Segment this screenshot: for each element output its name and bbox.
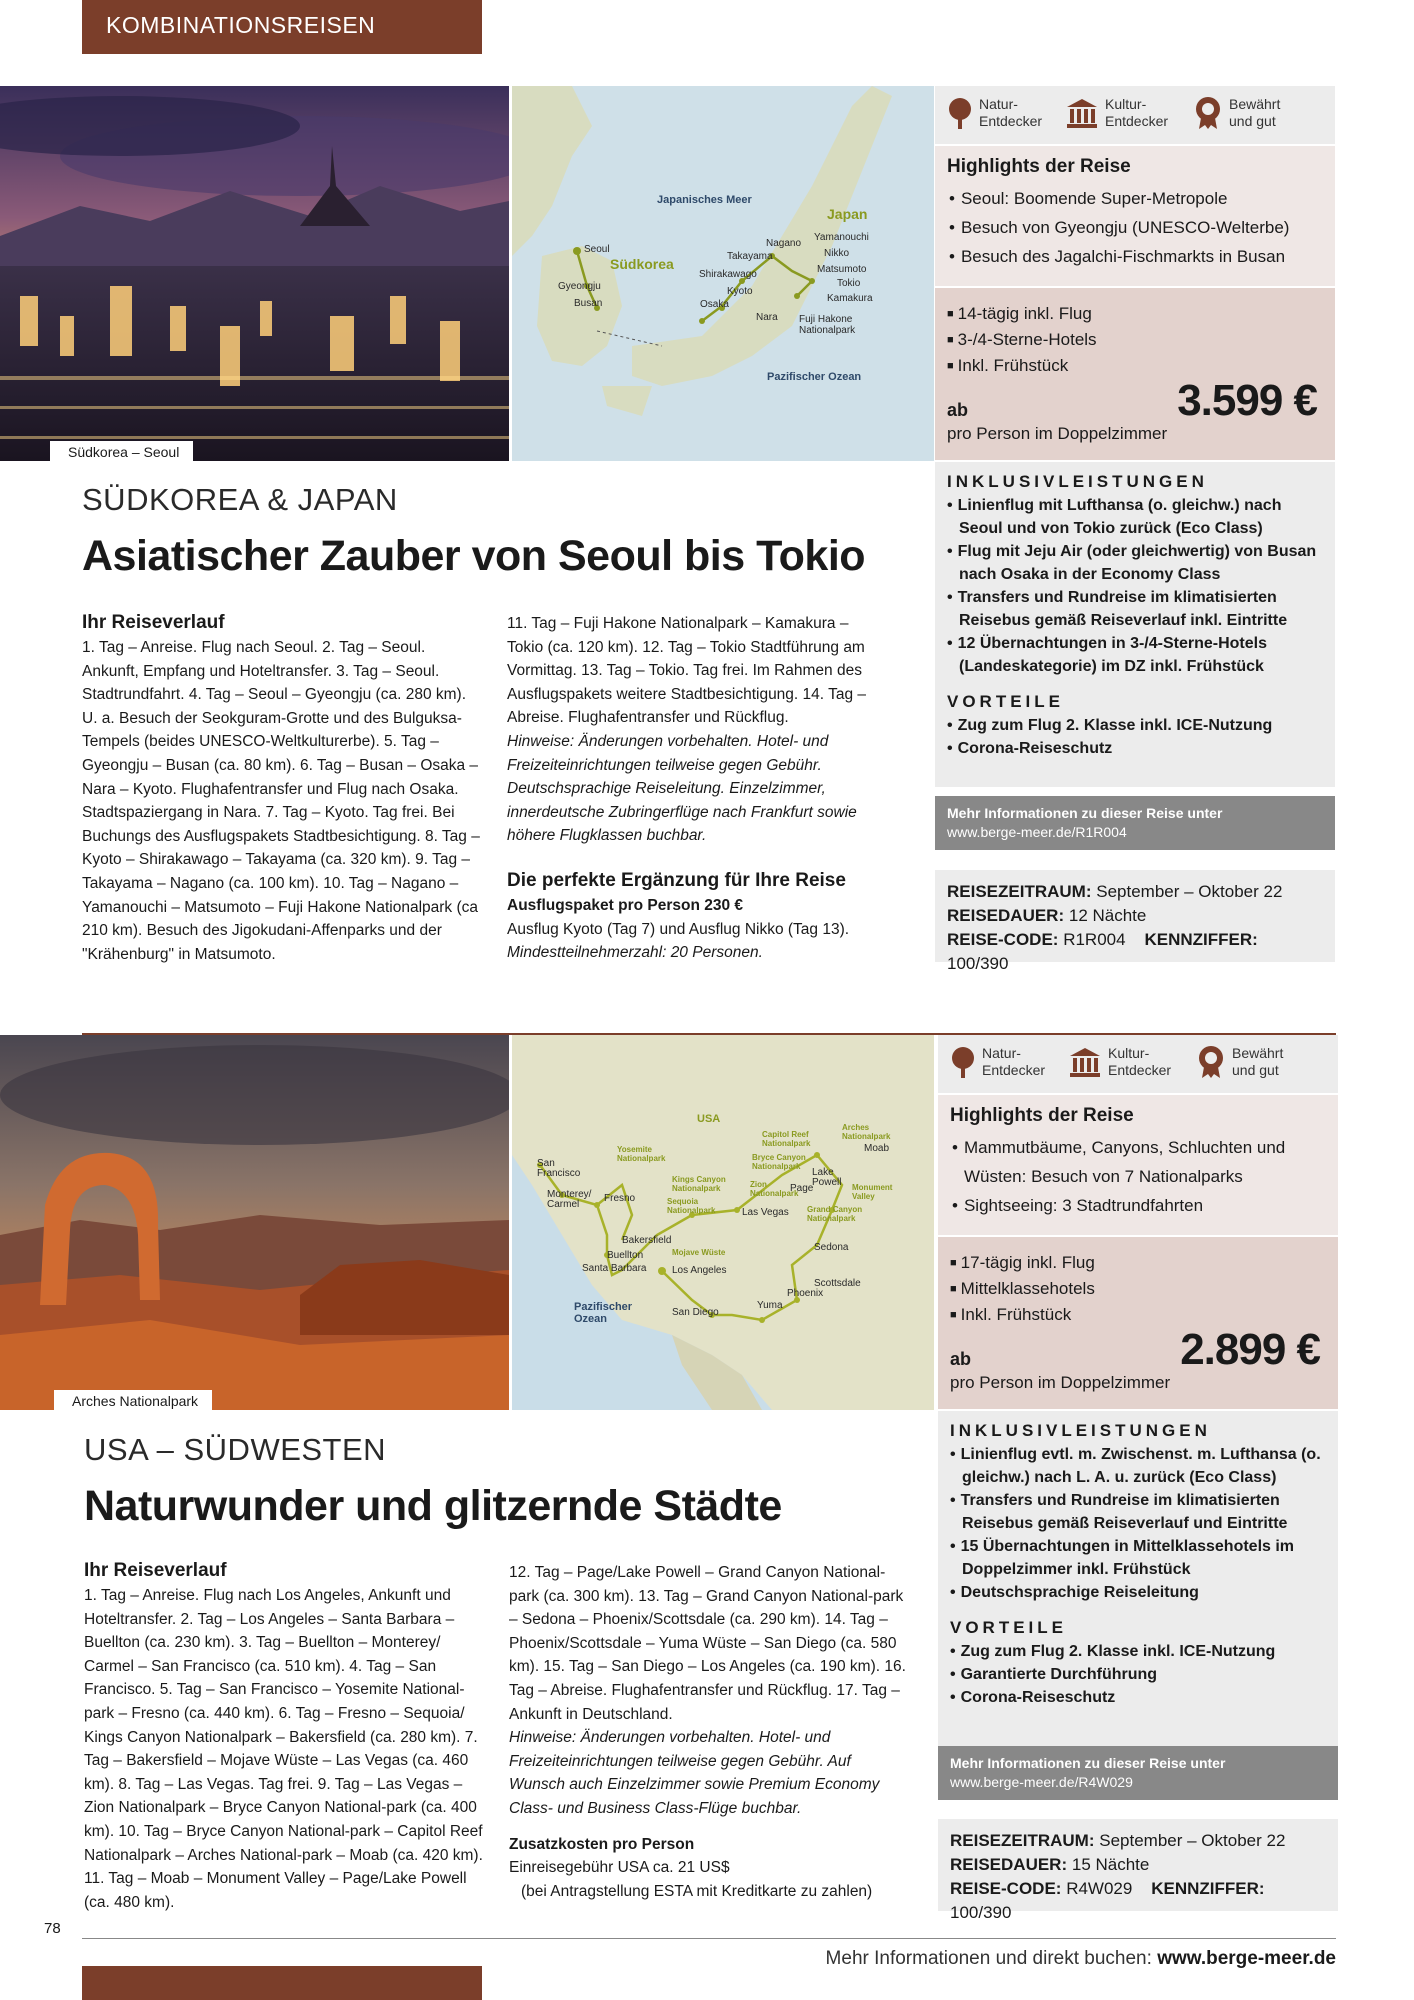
facts-kenn-label: KENNZIFFER: — [1144, 930, 1258, 949]
map-label-usa: USA — [697, 1113, 721, 1125]
footer-url[interactable]: www.berge-meer.de — [1157, 1948, 1336, 1969]
map-label-sea-japan: Japanisches Meer — [657, 194, 752, 206]
price-panel — [938, 1237, 1338, 1409]
map-place: Scottsdale — [814, 1278, 861, 1289]
facts-code: R1R004 — [1063, 930, 1126, 949]
highlight-item: • Seoul: Boomende Super-Metropole — [947, 184, 1323, 213]
trip1-itinerary-right — [507, 612, 887, 965]
culture-label: Kultur-Entdecker — [1108, 1045, 1172, 1078]
more-info-link[interactable] — [938, 1746, 1338, 1800]
facts-dauer-label: REISEDAUER: — [950, 1855, 1068, 1874]
feature-item: ■ Inkl. Frühstück — [950, 1303, 1326, 1329]
feature-item: ■ Inkl. Frühstück — [947, 354, 1323, 380]
facts-dauer: 12 Nächte — [1068, 906, 1147, 925]
map-place: San Diego — [672, 1307, 719, 1318]
map-place: Phoenix — [787, 1288, 824, 1299]
map-label-pacific: Pazifischer Ozean — [574, 1301, 633, 1325]
inclusive-item: • Linienflug mit Lufthansa (o. gleichw.) nach Seoul und von Tokio zurück (Eco Class) — [947, 494, 1323, 540]
facts-dauer-label: REISEDAUER: — [947, 906, 1065, 925]
extra-title: Zusatzkosten pro Person — [509, 1835, 695, 1853]
extra-item: Einreisegebühr USA ca. 21 US$ — [509, 1859, 730, 1877]
map-park: Bryce Canyon Nationalpark — [752, 1153, 806, 1171]
proven-badge — [1196, 1045, 1302, 1079]
highlight-item: • Besuch des Jagalchi-Fischmarkts in Busan — [947, 242, 1323, 271]
inclusive-panel — [935, 462, 1335, 787]
inclusive-item: • Transfers und Rundreise im klimatisierten Reisebus gemäß Reiseverlauf inkl. Eintritte — [947, 586, 1323, 632]
facts-zeitraum: September – Oktober 22 — [1099, 1831, 1286, 1850]
price-panel — [935, 288, 1335, 460]
itinerary-text: 1. Tag – Anreise. Flug nach Seoul. 2. Tag – Seoul. Ankunft, Empfang und Hoteltransfer. 3. Tag – Seoul. Stadtrundfahrt. 4. Tag – Seoul – Gyeongju (ca. 280 km). U. a. Besuch der Seokguram-Grotte und des Bulguksa-Tempels (beides UNESCO-Weltkulturerbe). 5. Tag – Gyeongju – Busan (ca. 80 km). 6. Tag – Busan – Osaka – Nara – Kyoto. Flughafentransfer und Flug nach Osaka. Stadtspaziergang in Nara. 7. Tag – Kyoto. Tag frei. Bei Buchungs des Ausflugspakets Stadtbesichtigung. 8. Tag – Kyoto – Shirakawago – Takayama (ca. 320 km). 9. Tag – Takayama – Nagano (ca. 100 km). 10. Tag – Nagano – Yamanouchi – Matsumoto – Fuji Hakone Nationalpark (ca 210 km). Besuch des Jigokudani-Affenparks und der "Krähenburg" in Matsumoto. — [82, 639, 480, 963]
temple-icon — [1068, 1046, 1102, 1078]
map-place: Takayama — [727, 251, 773, 262]
trip2-title: Naturwunder und glitzernde Städte — [84, 1482, 782, 1530]
highlights-panel — [935, 146, 1335, 286]
highlights-title: Highlights der Reise — [950, 1105, 1134, 1126]
itinerary-title: Ihr Reiseverlauf — [82, 612, 225, 633]
itinerary-text: 11. Tag – Fuji Hakone Nationalpark – Kamakura – Tokio (ca. 120 km). 12. Tag – Tokio Stadtführung am Vormittag. 13. Tag – Tokio. Tag frei. Im Rahmen des Ausflugspakets weitere Stadtbesichtigung. 14. Tag – Abreise. Flughafentransfer und Rückflug. — [507, 615, 867, 727]
culture-label: Kultur-Entdecker — [1105, 96, 1169, 129]
trip2-itinerary-right — [509, 1561, 909, 1903]
nature-label: Natur-Entdecker — [982, 1045, 1046, 1078]
trip1-country: SÜDKOREA & JAPAN — [82, 482, 398, 517]
map-park: Grand Canyon Nationalpark — [807, 1205, 863, 1223]
map-place: Las Vegas — [742, 1207, 789, 1218]
map-place: Yuma — [757, 1300, 783, 1311]
more-info-url: www.berge-meer.de/R4W029 — [950, 1774, 1133, 1790]
map-park: Kings Canyon Nationalpark — [672, 1175, 726, 1193]
map-park: Capitol Reef Nationalpark — [762, 1130, 811, 1148]
nature-label: Natur-Entdecker — [979, 96, 1043, 129]
feature-item: ■ Mittelklassehotels — [950, 1277, 1326, 1303]
map-park: Zion Nationalpark — [750, 1180, 799, 1198]
advantage-item: • Zug zum Flug 2. Klasse inkl. ICE-Nutzung — [947, 714, 1323, 737]
more-info-text: Mehr Informationen zu dieser Reise unter — [950, 1755, 1226, 1771]
trip1-photo-caption: Südkorea – Seoul — [50, 441, 193, 463]
map-place: Kyoto — [727, 286, 753, 297]
tree-icon — [947, 97, 973, 129]
more-info-text: Mehr Informationen zu dieser Reise unter — [947, 805, 1223, 821]
map-place: Gyeongju — [558, 281, 601, 292]
trip1-title: Asiatischer Zauber von Seoul bis Tokio — [82, 532, 866, 580]
trip1-itinerary-left — [82, 610, 482, 966]
nature-badge — [950, 1045, 1060, 1079]
award-icon — [1193, 96, 1223, 130]
trip2-map — [512, 1035, 934, 1410]
map-place: Shirakawago — [699, 269, 757, 280]
itinerary-text: 1. Tag – Anreise. Flug nach Los Angeles, Ankunft und Hoteltransfer. 2. Tag – Los Angeles – Santa Barbara – Buellton (ca. 230 km). 3. Tag – Buellton – Monterey/ Carmel – San Francisco (ca. 510 km). 4. Tag – San Francisco. 5. Tag – San Francisco – Yosemite National-park – Fresno (ca. 440 km). 6. Tag – Fresno – Sequoia/ Kings Canyon Nationalpark – Bakersfield (ca. 280 km). 7. Tag – Bakersfield – Mojave Wüste – Las Vegas (ca. 460 km). 8. Tag – Las Vegas. Tag frei. 9. Tag – Las Vegas – Zion Nationalpark – Bryce Canyon National-park (ca. 400 km). 10. Tag – Bryce Canyon National-park – Capitol Reef Nationalpark – Arches National-park – Moab (ca. 420 km). 11. Tag – Moab – Monument Valley – Page/Lake Powell (ca. 480 km). — [84, 1587, 483, 1911]
facts-code-label: REISE-CODE: — [950, 1879, 1062, 1898]
map-place: Monterey/ Carmel — [547, 1189, 592, 1210]
category-icons — [938, 1035, 1338, 1093]
map-park: Lake Powell — [812, 1167, 842, 1188]
advantage-item: • Corona-Reiseschutz — [947, 737, 1323, 760]
proven-label: Bewährt und gut — [1232, 1045, 1284, 1078]
highlights-title: Highlights der Reise — [947, 156, 1131, 177]
highlights-panel — [938, 1095, 1338, 1235]
itinerary-note: Hinweise: Änderungen vorbehalten. Hotel- und Freizeiteinrichtungen teilweise gegen Gebühr. Deutschsprachige Reiseleitung. Einzelzimmer, innerdeutsche Zubringerflüge nach Frankfurt sowie höhere Flugklassen buchbar. — [507, 732, 857, 845]
culture-badge — [1065, 96, 1181, 130]
section-title: KOMBINATIONSREISEN — [106, 12, 376, 38]
map-place: Matsumoto — [817, 264, 867, 275]
inclusive-item: • Deutschsprachige Reiseleitung — [950, 1581, 1326, 1604]
feature-item: ■ 3-/4-Sterne-Hotels — [947, 328, 1323, 354]
inclusive-item: • Linienflug evtl. m. Zwischenst. m. Lufthansa (o. gleichw.) nach L. A. u. zurück (Eco Class) — [950, 1443, 1326, 1489]
map-place: Yamanouchi — [814, 232, 869, 243]
map-place: Kamakura — [827, 293, 873, 304]
advantage-item: • Zug zum Flug 2. Klasse inkl. ICE-Nutzung — [950, 1640, 1326, 1663]
itinerary-text: 12. Tag – Page/Lake Powell – Grand Canyon National-park (ca. 300 km). 13. Tag – Grand Canyon National-park – Sedona – Phoenix/Scottsdale (ca. 290 km). 14. Tag – Phoenix/Scottsdale – Yuma Wüste – San Diego (ca. 580 km). 15. Tag – San Diego – Los Angeles (ca. 190 km). 16. Tag – Abreise. Flughafentransfer und Rückflug. 17. Tag – Ankunft in Deutschland. — [509, 1564, 906, 1723]
more-info-link[interactable] — [935, 796, 1335, 850]
footer-text: Mehr Informationen und direkt buchen: — [825, 1948, 1152, 1969]
map-place: Fresno — [604, 1193, 636, 1204]
nature-badge — [947, 96, 1057, 130]
page-number: 78 — [44, 1920, 61, 1937]
category-icons — [935, 86, 1335, 144]
map-label-korea: Südkorea — [610, 256, 674, 272]
trip2-itinerary-left — [84, 1558, 484, 1914]
facts-dauer: 15 Nächte — [1071, 1855, 1150, 1874]
section-tab — [82, 0, 482, 54]
culture-badge — [1068, 1045, 1184, 1079]
footer-cta — [826, 1948, 1336, 1970]
facts-kenn-label: KENNZIFFER: — [1151, 1879, 1265, 1898]
more-info-url: www.berge-meer.de/R1R004 — [947, 824, 1127, 840]
advantage-item: • Garantierte Durchführung — [950, 1663, 1326, 1686]
map-place: Osaka — [700, 299, 729, 310]
facts-kenn: 100/390 — [947, 954, 1009, 973]
map-park: Sequoia Nationalpark — [667, 1197, 716, 1215]
inclusive-item: • Flug mit Jeju Air (oder gleichwertig) von Busan nach Osaka in der Economy Class — [947, 540, 1323, 586]
inclusive-item: • 12 Übernachtungen in 3-/4-Sterne-Hotels (Landeskategorie) im DZ inkl. Frühstück — [947, 632, 1323, 678]
feature-item: ■ 14-tägig inkl. Flug — [947, 302, 1323, 328]
feature-item: ■ 17-tägig inkl. Flug — [950, 1251, 1326, 1277]
map-place: Seoul — [584, 244, 610, 255]
itinerary-note: Hinweise: Änderungen vorbehalten. Hotel- und Freizeiteinrichtungen teilweise gegen Gebühr. Auf Wunsch auch Einzelzimmer sowie Premium Economy Class- und Business Class-Flüge buchbar. — [509, 1729, 880, 1817]
map-label-japan: Japan — [827, 206, 868, 222]
map-place: Tokio — [837, 278, 861, 289]
map-place: Santa Barbara — [582, 1263, 647, 1274]
facts-panel — [938, 1819, 1338, 1922]
trip2-sidebar — [938, 1035, 1338, 1922]
price-prefix: ab — [947, 400, 969, 420]
inclusive-panel — [938, 1411, 1338, 1746]
advantage-item: • Corona-Reiseschutz — [950, 1686, 1326, 1709]
map-place: Los Angeles — [672, 1265, 727, 1276]
facts-panel — [935, 870, 1335, 973]
map-place: Moab — [864, 1143, 890, 1154]
facts-zeitraum: September – Oktober 22 — [1096, 882, 1283, 901]
extra-text: Ausflug Kyoto (Tag 7) und Ausflug Nikko (Tag 13). — [507, 920, 850, 938]
facts-zeitraum-label: REISEZEITRAUM: — [950, 1831, 1095, 1850]
map-place: Nara — [756, 312, 778, 323]
map-place: Busan — [574, 298, 603, 309]
inclusive-title: INKLUSIVLEISTUNGEN — [950, 1421, 1211, 1440]
bottom-tab — [82, 1966, 482, 2000]
proven-badge — [1193, 96, 1299, 130]
price-prefix: ab — [950, 1349, 972, 1369]
map-place: Fuji Hakone Nationalpark — [799, 314, 856, 336]
facts-code-label: REISE-CODE: — [947, 930, 1059, 949]
price-value: 2.899 € — [1180, 1325, 1320, 1374]
map-park: Yosemite Nationalpark — [617, 1145, 666, 1163]
award-icon — [1196, 1045, 1226, 1079]
advantages-title: VORTEILE — [947, 692, 1065, 711]
map-place: Nikko — [824, 248, 850, 259]
footer-divider — [82, 1938, 1336, 1939]
facts-code: R4W029 — [1066, 1879, 1133, 1898]
map-place: Mojave Wüste — [672, 1248, 726, 1257]
trip1-photo — [0, 86, 509, 461]
map-park: Monument Valley — [852, 1183, 893, 1201]
tree-icon — [950, 1046, 976, 1078]
map-place: Nagano — [766, 238, 802, 249]
inclusive-item: • Transfers und Rundreise im klimatisierten Reisebus gemäß Reiseverlauf und Eintritte — [950, 1489, 1326, 1535]
temple-icon — [1065, 97, 1099, 129]
map-place: Sedona — [814, 1242, 849, 1253]
trip2-country: USA – SÜDWESTEN — [84, 1432, 387, 1467]
itinerary-title: Ihr Reiseverlauf — [84, 1560, 227, 1581]
map-park: Arches Nationalpark — [842, 1123, 891, 1141]
extra-min: Mindestteilnehmerzahl: 20 Personen. — [507, 944, 763, 962]
extra-item: (bei Antragstellung ESTA mit Kreditkarte zu zahlen) — [521, 1882, 873, 1900]
price-value: 3.599 € — [1177, 376, 1317, 425]
advantages-title: VORTEILE — [950, 1618, 1068, 1637]
map-place: Buellton — [607, 1250, 644, 1261]
highlight-item: • Sightseeing: 3 Stadtrundfahrten — [950, 1191, 1326, 1220]
extra-subtitle: Ausflugspaket pro Person 230 € — [507, 896, 744, 914]
inclusive-item: • 15 Übernachtungen in Mittelklassehotels im Doppelzimmer inkl. Frühstück — [950, 1535, 1326, 1581]
price-note: pro Person im Doppelzimmer — [947, 424, 1168, 443]
map-place: Bakersfield — [622, 1235, 672, 1246]
facts-zeitraum-label: REISEZEITRAUM: — [947, 882, 1092, 901]
inclusive-title: INKLUSIVLEISTUNGEN — [947, 472, 1208, 491]
trip1-map — [512, 86, 934, 461]
facts-kenn: 100/390 — [950, 1903, 1012, 1922]
highlight-item: • Mammutbäume, Canyons, Schluchten und Wüsten: Besuch von 7 Nationalparks — [950, 1133, 1326, 1191]
highlight-item: • Besuch von Gyeongju (UNESCO-Welterbe) — [947, 213, 1323, 242]
extra-title: Die perfekte Ergänzung für Ihre Reise — [507, 869, 846, 891]
trip2-photo-caption: Arches Nationalpark — [54, 1390, 212, 1412]
price-note: pro Person im Doppelzimmer — [950, 1373, 1171, 1392]
map-label-pacific: Pazifischer Ozean — [767, 371, 862, 383]
proven-label: Bewährt und gut — [1229, 96, 1281, 129]
trip2-photo — [0, 1035, 509, 1410]
map-place: Page — [790, 1183, 814, 1194]
map-place: San Francisco — [537, 1158, 581, 1179]
trip1-sidebar — [935, 86, 1335, 973]
